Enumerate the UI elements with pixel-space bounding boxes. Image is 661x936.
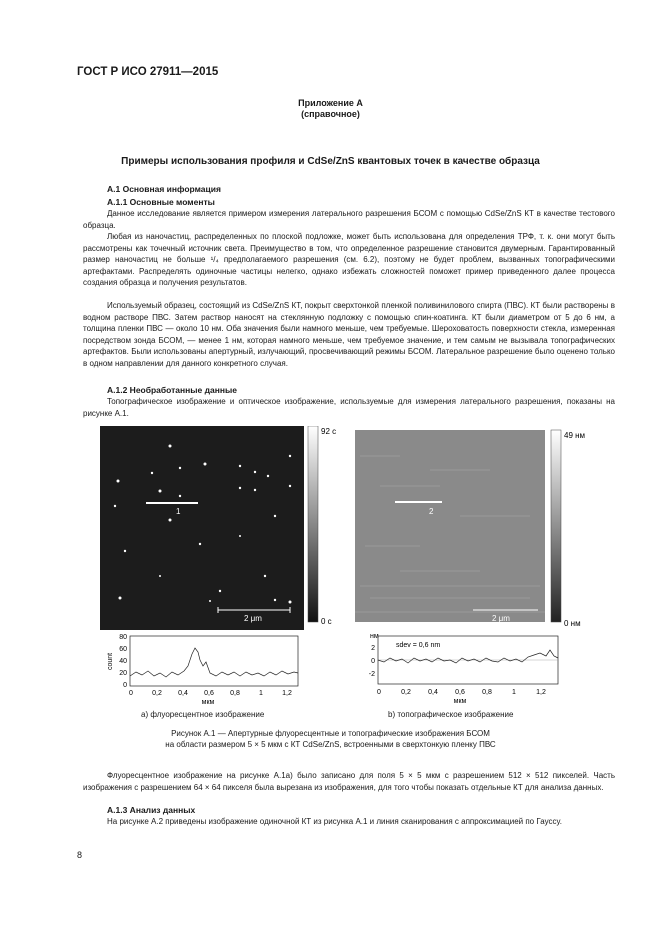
- figure-fluorescence: [100, 426, 340, 706]
- color-scale-max: 49 нм: [564, 431, 586, 440]
- section-a1-heading: А.1 Основная информация: [107, 184, 221, 194]
- xtick: 0,2: [401, 689, 411, 696]
- profile-curve-height: [378, 650, 558, 663]
- scalebar-label: 2 μm: [244, 614, 262, 623]
- scan-line-label-2: 2: [429, 507, 434, 516]
- section-a12-heading: А.1.2 Необработанные данные: [107, 385, 238, 395]
- profile-curve-count: [130, 648, 298, 677]
- profile-yunit: нм: [370, 633, 379, 640]
- xtick: 0,2: [152, 690, 162, 697]
- ytick-2: 2: [371, 645, 375, 652]
- paragraph-a11-1: Данное исследование является примером измерения латерального разрешения БСОМ с помощью CdSe/ZnS КТ в качестве тестового образца.: [83, 209, 615, 230]
- xtick: 1,2: [536, 689, 546, 696]
- ytick-neg2: -2: [368, 671, 375, 678]
- annex-title: Приложение А: [298, 98, 363, 108]
- figure-caption-line2: на области размером 5 × 5 мкм с КТ CdSe/ZnS, встроенными в сверхтонкую пленку ПВС: [165, 740, 496, 749]
- profile-xlabel: мкм: [453, 698, 467, 705]
- sdev-label: sdev = 0,6 nm: [396, 642, 441, 649]
- profile-ylabel: count: [107, 652, 114, 670]
- xtick: 0,6: [204, 690, 214, 697]
- section-a11-heading: А.1.1 Основные моменты: [107, 197, 215, 207]
- color-scale-min: 0 нм: [564, 619, 581, 628]
- xtick: 0,4: [428, 689, 438, 696]
- xtick: 0,4: [178, 690, 188, 697]
- scalebar-label: 2 μm: [492, 614, 510, 623]
- color-scale: [551, 430, 561, 622]
- ytick-20: 20: [119, 670, 127, 677]
- xtick: 0,6: [455, 689, 465, 696]
- paragraph-a11-3: Используемый образец, состоящий из CdSe/ZnS КТ, покрыт сверхтонкой пленкой поливинилового спирта (ПВС). КТ были растворены в водном растворе ПВС. Затем раствор наносят на стеклянную подложку с помощью спин-коатинга. КТ были диаметром от 5 до 6 нм, а толщина пленки ПВС — около 10 нм. Оба значения были намного меньше, чем требуемые. Шероховатость поверхности стекла, измеренная посредством зонда БСОМ, — менее 1 нм, которая намного меньше, чем требуемое значение, и тем самым не вызывала топографических артефактов. Были использованы апертурный, излучающий, просвечивающий режимы БСОМ. Латеральное разрешение было оценено только в одном направлении для данного конкретного случая.: [83, 301, 615, 368]
- paragraph-a13-1: На рисунке А.2 приведены изображение одиночной КТ из рисунка А.1 и линия сканирования с аппроксимацией по Гауссу.: [107, 817, 562, 826]
- xtick: 0,8: [482, 689, 492, 696]
- scan-line-label-1: 1: [176, 507, 181, 516]
- ytick-40: 40: [119, 658, 127, 665]
- ytick-60: 60: [119, 646, 127, 653]
- profile-plot-frame: [130, 636, 298, 686]
- topography-image: [355, 430, 545, 622]
- caption-b: b) топографическое изображение: [388, 710, 514, 719]
- ytick-0: 0: [123, 682, 127, 689]
- figure-caption-line1: Рисунок А.1 — Апертурные флуоресцентные и топографические изображения БСОМ: [171, 729, 490, 738]
- section-a13-heading: А.1.3 Анализ данных: [107, 805, 196, 815]
- color-scale-max: 92 c: [321, 427, 337, 436]
- page-number: 8: [77, 850, 83, 860]
- ytick-80: 80: [119, 634, 127, 641]
- xtick: 0: [129, 690, 133, 697]
- annex-subtitle: (справочное): [301, 109, 360, 119]
- xtick: 1: [259, 690, 263, 697]
- main-title: Примеры использования профиля и CdSe/ZnS квантовых точек в качестве образца: [121, 156, 540, 167]
- xtick: 1,2: [282, 690, 292, 697]
- figure-topography: [340, 426, 590, 706]
- document-header: ГОСТ Р ИСО 27911—2015: [77, 66, 219, 78]
- fluorescence-image: [100, 426, 304, 630]
- paragraph-a12-1: Топографическое изображение и оптическое изображение, используемые для измерения латерального разрешения, показаны на рисунке А.1.: [83, 397, 615, 418]
- xtick: 1: [512, 689, 516, 696]
- ytick-0: 0: [371, 658, 375, 665]
- xtick: 0,8: [230, 690, 240, 697]
- paragraph-after-figure: Флуоресцентное изображение на рисунке А.1а) было записано для поля 5 × 5 мкм с разрешением 512 × 512 пикселей. Часть изображения с разрешением 64 × 64 пикселя была вырезана из изображения, для того чтобы показать отдельные КТ для анализа данных.: [83, 771, 615, 792]
- figure-caption: [0, 728, 661, 750]
- color-scale: [308, 426, 318, 622]
- paragraph-a11-2: Любая из наночастиц, распределенных по плоской подложке, может быть использована для определения ТРФ, т. к. они могут быть рассмотрены как точечный источник света. Преимущество в том, что определенное разрешение становится двумерным. Гарантированный размер наночастиц не больше ¹/₄ предполагаемого разрешения (см. 6.2), поэтому не будет проблем, вызванных топографическими артефактами. Распределять одиночные частицы нелегко, однако избежать сложностей поможет пример приведенного далее процесса создания образца и получения результатов.: [83, 232, 615, 287]
- color-scale-min: 0 c: [321, 617, 332, 626]
- profile-xlabel: мкм: [201, 699, 215, 706]
- annex-heading: [0, 98, 661, 120]
- xtick: 0: [377, 689, 381, 696]
- caption-a: а) флуоресцентное изображение: [141, 710, 265, 719]
